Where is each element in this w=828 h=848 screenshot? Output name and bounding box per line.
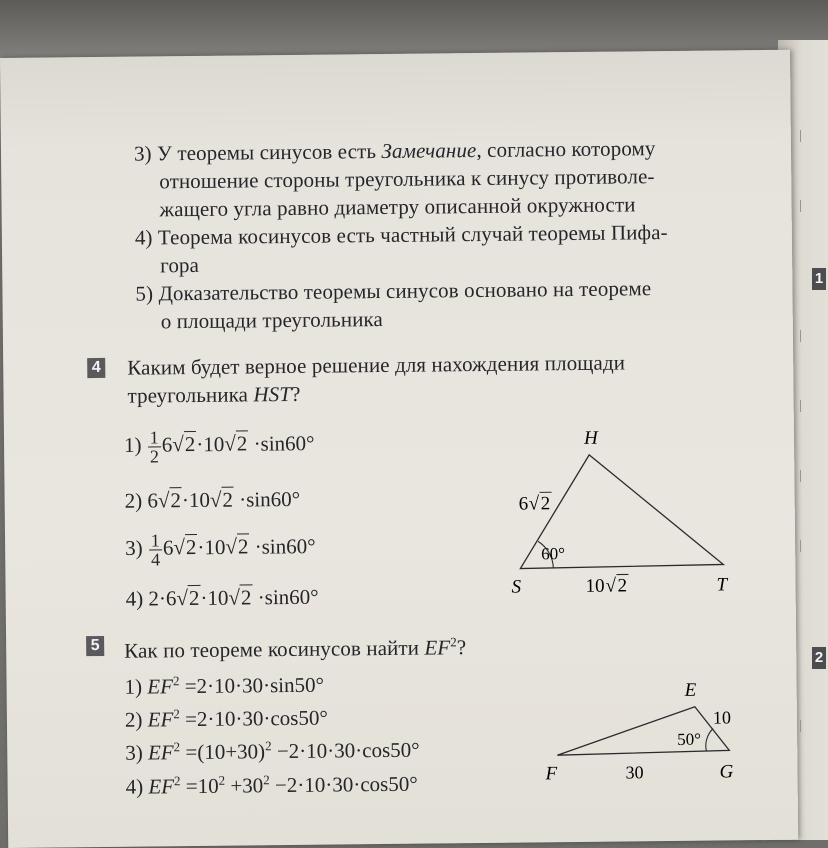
- book-page: [0, 50, 798, 848]
- option-text: Теорема косинусов есть частный случай теоремы Пифа-: [158, 220, 668, 249]
- angle-g-arc: [706, 729, 714, 751]
- option-text: Доказательство теоремы синусов основано на теореме: [158, 276, 651, 305]
- triangle-name: HST: [253, 382, 291, 406]
- q5-answer-3[interactable]: 3) $EF^2 =(10+30)^2 -2\cdot 10\cdot 30\cdot\cos 50^\circ$: [125, 733, 420, 765]
- square-root: √2: [210, 488, 234, 512]
- question-4-text-line-1: Каким будет верное решение для нахождения площади: [127, 349, 625, 380]
- ruler-tick: [800, 720, 801, 732]
- ruler-tick: [800, 540, 801, 552]
- q4-answer-1[interactable]: 1) $\frac{1}{2}$ 6√2·10√2 ·sin60°: [124, 427, 315, 466]
- question-4-text-line-2: [127, 381, 300, 409]
- ruler-tick: [800, 200, 801, 212]
- ruler-tick: [800, 400, 801, 412]
- vertex-t-label: T: [716, 574, 728, 595]
- side-eg-label: 10: [713, 707, 731, 727]
- option-4-line-2: гора: [160, 252, 199, 278]
- option-number: 3): [134, 141, 152, 165]
- square-root: √2: [224, 432, 248, 456]
- answer-number: 3): [125, 536, 143, 560]
- answer-number: 2): [125, 489, 143, 513]
- triangle-efg: [557, 706, 729, 755]
- fraction: $\frac{1}{4}$: [149, 531, 162, 568]
- svg-text:2: 2: [541, 493, 551, 514]
- q4-answer-2[interactable]: 2) 6√2·10√2 ·sin60°: [125, 487, 301, 513]
- question-mark: ?: [291, 382, 301, 406]
- answer-number: 4): [126, 775, 144, 799]
- angle-g-label: 50°: [677, 730, 701, 749]
- ruler-tick: [800, 470, 801, 482]
- q5-answer-4[interactable]: 4) $EF^2 =10^2 +30^2 -2\cdot 10\cdot 30\cdot\cos 50^\circ$: [125, 767, 417, 799]
- question-5-text: Как по теореме косинусов найти $EF^2$?: [124, 629, 466, 664]
- option-3-line-3: жащего угла равно диаметру описанной окружности: [159, 191, 635, 222]
- vertex-f-label: F: [544, 763, 557, 784]
- vertex-s-label: S: [511, 577, 521, 598]
- ruler-tick: [800, 330, 801, 342]
- answer-number: 3): [125, 741, 143, 765]
- q4-answer-3[interactable]: 3) $\frac{1}{4}$ 6√2·10√2 ·sin60°: [125, 530, 316, 569]
- svg-text:2: 2: [617, 575, 627, 596]
- svg-text:√: √: [529, 493, 540, 514]
- option-number: 5): [135, 281, 153, 305]
- vertex-e-label: E: [684, 680, 697, 701]
- vertex-h-label: H: [583, 428, 599, 449]
- option-5-line-1: [135, 275, 651, 306]
- triangle-efg-figure: [526, 665, 767, 788]
- svg-text:√: √: [605, 576, 616, 597]
- square-root: √2: [173, 535, 197, 559]
- angle-s-label: 60°: [541, 544, 565, 563]
- vertex-g-label: G: [719, 761, 733, 782]
- margin-badge-1: 1: [812, 268, 826, 290]
- svg-text:10: 10: [585, 576, 604, 597]
- option-4-line-1: [135, 219, 668, 251]
- answer-number: 1): [124, 433, 142, 457]
- svg-text:6: 6: [519, 493, 529, 514]
- triangle-hst-figure: [494, 410, 756, 603]
- side-fg-label: 30: [625, 762, 643, 782]
- answer-number: 1): [124, 675, 142, 699]
- question-mark: ?: [457, 635, 467, 659]
- square-root: √2: [158, 488, 182, 512]
- square-root: √2: [176, 586, 200, 610]
- square-root: √2: [228, 585, 252, 609]
- side-sh-label: [519, 492, 552, 514]
- question-text: Как по теореме косинусов найти: [124, 636, 424, 663]
- q4-answer-4[interactable]: 4) 2·6√2·10√2 ·sin60°: [126, 585, 319, 611]
- side-st-label: [585, 574, 628, 596]
- option-number: 4): [135, 225, 153, 249]
- option-3-line-1: [134, 135, 656, 166]
- option-text: У теоремы синусов есть: [157, 139, 382, 165]
- square-root: √2: [225, 535, 249, 559]
- segment-name: EF: [424, 635, 450, 659]
- question-text: треугольника: [127, 382, 253, 407]
- q5-answer-2[interactable]: 2) $EF^2 =2\cdot 10\cdot 30\cdot\cos 50^\circ$: [125, 701, 328, 732]
- answer-number: 2): [125, 708, 143, 732]
- option-text: , согласно которому: [476, 136, 655, 162]
- option-3-line-2: отношение стороны треугольника к синусу противоле-: [159, 163, 654, 194]
- margin-badge-2: 2: [812, 647, 826, 669]
- option-5-line-2: о площади треугольника: [161, 306, 383, 334]
- square-root: √2: [172, 432, 196, 456]
- q5-answer-1[interactable]: 1) $EF^2 =2\cdot 10\cdot 30\cdot\sin 50^\circ$: [124, 668, 324, 699]
- question-4-number: 4: [87, 358, 105, 378]
- fraction: $\frac{1}{2}$: [148, 428, 161, 465]
- ruler-tick: [800, 130, 801, 142]
- answer-number: 4): [126, 587, 144, 611]
- question-5-number: 5: [86, 636, 104, 656]
- option-emphasis: Замечание: [381, 138, 476, 163]
